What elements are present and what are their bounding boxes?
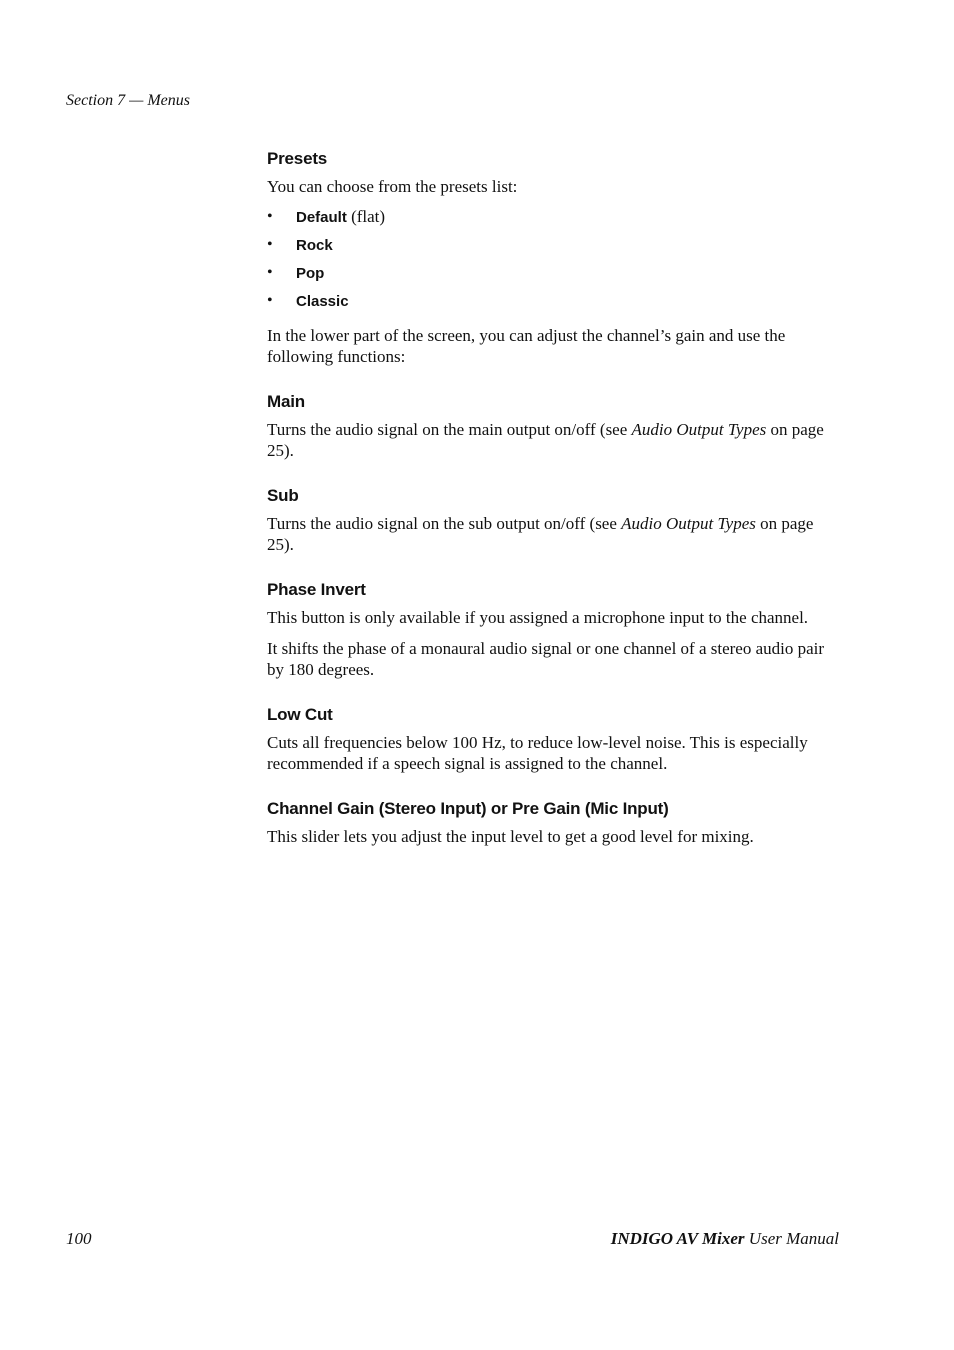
footer-product: INDIGO AV Mixer (610, 1229, 745, 1248)
list-item (267, 235, 839, 255)
sub-text-before: Turns the audio signal on the sub output on/off (see (267, 514, 622, 533)
heading-main: Main (267, 392, 305, 411)
list-item (267, 263, 839, 283)
sub-text (267, 513, 839, 555)
footer-title (611, 1229, 839, 1249)
list-item (267, 207, 839, 227)
channel-gain-text: This slider lets you adjust the input level to get a good level for mixing. (267, 827, 754, 846)
main-cross-reference: Audio Output Types (631, 420, 767, 439)
main-text-before: Turns the audio signal on the main output on/off (see (267, 420, 632, 439)
page-number: 100 (66, 1229, 92, 1248)
presets-after: In the lower part of the screen, you can adjust the channel’s gain and use the following functions: (267, 326, 786, 366)
list-item (267, 291, 839, 311)
preset-classic: Classic (296, 293, 349, 310)
section-sub (267, 485, 839, 555)
preset-default: Default (296, 209, 347, 226)
preset-pop: Pop (296, 265, 325, 282)
heading-phase-invert: Phase Invert (267, 580, 366, 599)
main-text-after: on page 25). (267, 420, 824, 460)
section-main (267, 391, 839, 461)
heading-sub: Sub (267, 486, 299, 505)
heading-presets: Presets (267, 149, 328, 168)
preset-rock: Rock (296, 237, 333, 254)
preset-default-note: (flat) (346, 207, 386, 226)
section-presets (267, 148, 839, 367)
section-low-cut (267, 704, 839, 774)
phase-invert-p2: It shifts the phase of a monaural audio signal or one channel of a stereo audio pair by 180 degrees. (267, 639, 825, 679)
presets-intro: You can choose from the presets list: (267, 177, 518, 196)
sub-text-after: on page 25). (267, 514, 814, 554)
sub-cross-reference: Audio Output Types (621, 514, 756, 533)
phase-invert-p1: This button is only available if you assigned a microphone input to the channel. (267, 608, 809, 627)
footer-doc-title: User Manual (744, 1229, 839, 1248)
page-content (267, 148, 839, 871)
section-phase-invert (267, 579, 839, 680)
heading-low-cut: Low Cut (267, 705, 333, 724)
low-cut-text: Cuts all frequencies below 100 Hz, to reduce low-level noise. This is especially recommended if a speech signal is assigned to the channel. (267, 733, 808, 773)
heading-channel-gain: Channel Gain (Stereo Input) or Pre Gain (Mic Input) (267, 799, 669, 818)
section-channel-gain (267, 798, 839, 847)
presets-list (267, 207, 839, 311)
running-head: Section 7 — Menus (66, 92, 190, 109)
main-text (267, 419, 839, 461)
